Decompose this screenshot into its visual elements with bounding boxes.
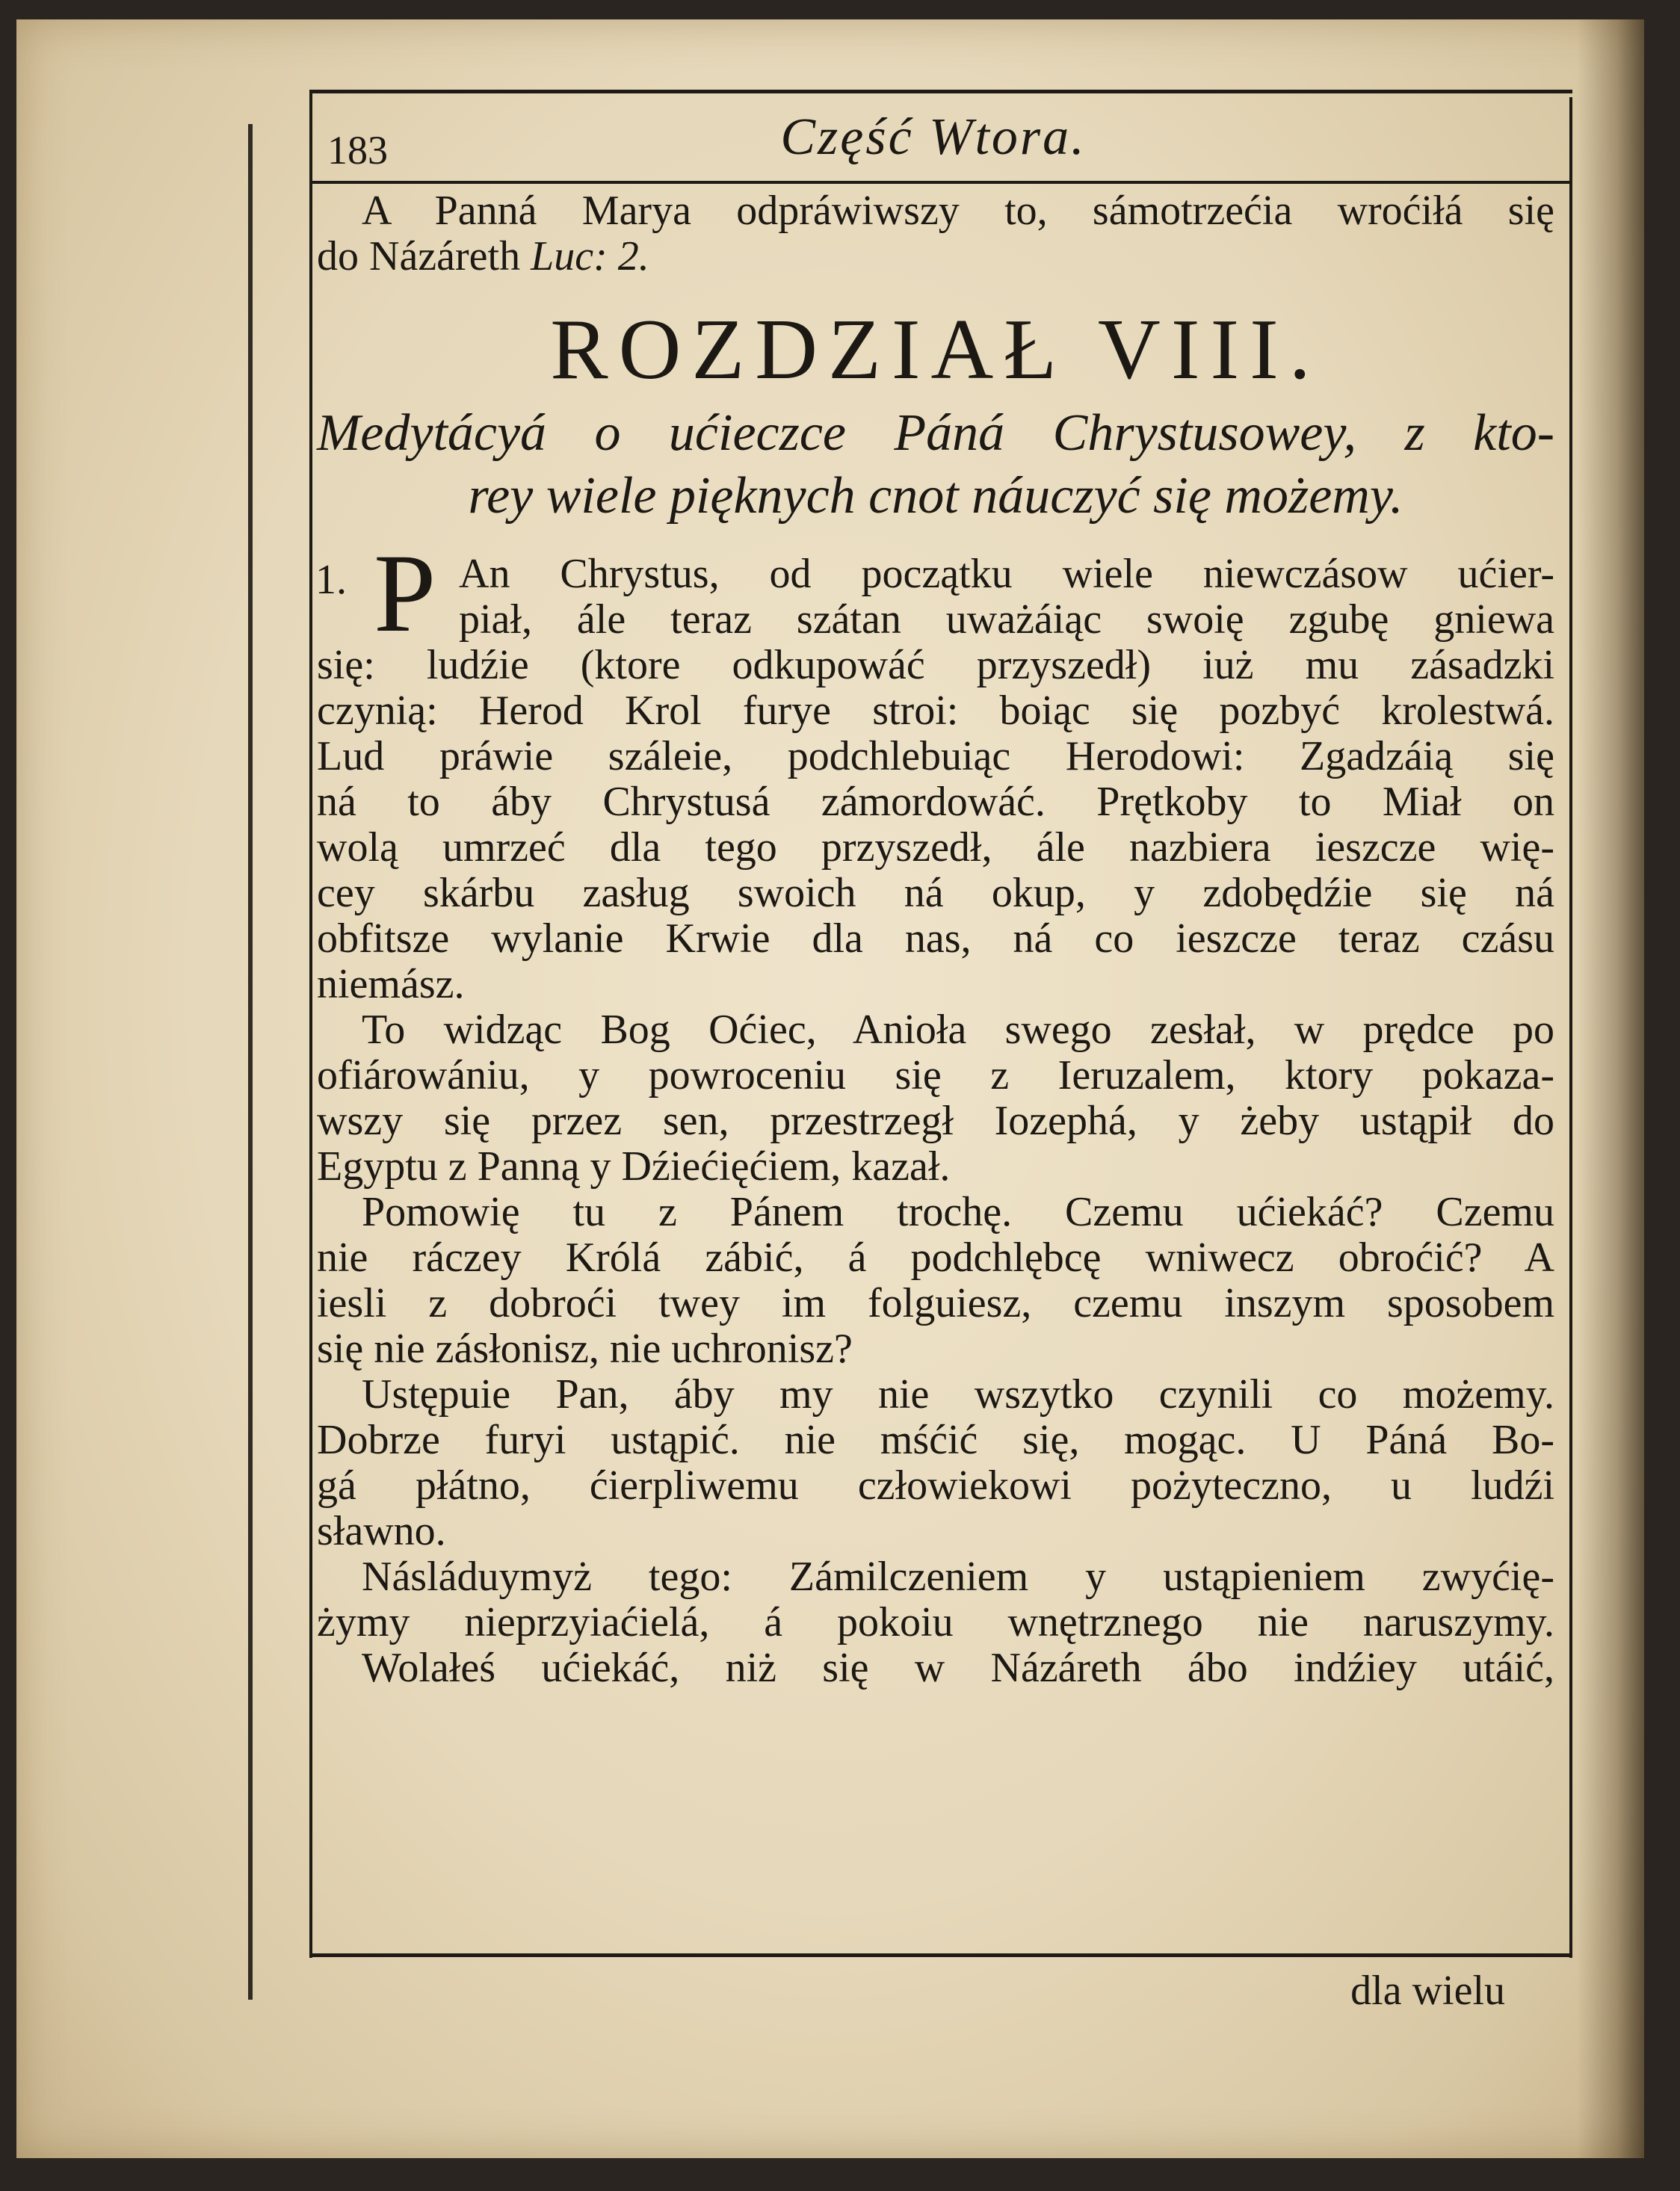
paragraph-5 <box>317 1556 1554 1693</box>
paragraph-line: ná to áby Chrystusá zámordowáć. Prętkoby to Miał on <box>317 779 1554 825</box>
paragraph-3 <box>317 1191 1554 1373</box>
paragraph-line: piał, ále teraz szátan uważáiąc swoię zgubę gniewa <box>459 596 1554 643</box>
paragraph-line: iesli z dobroći twey im folguiesz, czemu inszym sposobem <box>317 1280 1554 1326</box>
intro-line: A Panná Marya odpráwiwszy to, sámotrzećia wroćiłá się <box>362 188 1554 234</box>
paragraph-line: wolą umrzeć dla tego przyszedł, ále nazbiera ieszcze wię- <box>317 824 1554 871</box>
paragraph-line: To widząc Bog Oćiec, Anioła swego zesłał, w prędce po <box>362 1007 1554 1053</box>
text-frame <box>294 90 1572 2014</box>
catchword: dla wielu <box>1350 1968 1505 2014</box>
spine-shadow <box>1577 19 1644 2158</box>
paragraph-2 <box>317 1009 1554 1191</box>
frame-rule-header <box>309 181 1572 184</box>
chapter-title: ROZDZIAŁ VIII. <box>550 302 1321 398</box>
outer-margin-rule <box>248 124 253 2000</box>
book-page <box>16 19 1644 2158</box>
paragraph-number: 1. <box>315 557 347 603</box>
paragraph-line: Lud práwie száleie, podchlebuiąc Herodowi: Zgadzáią się <box>317 733 1554 779</box>
scripture-reference: Luc: 2. <box>531 233 649 279</box>
frame-rule-bottom <box>309 1953 1572 1957</box>
frame-rule-top <box>309 90 1572 93</box>
paragraph-line: obfitsze wylanie Krwie dla nas, ná co ieszcze teraz czásu <box>317 915 1554 962</box>
paragraph-line: czynią: Herod Krol furye stroi: boiąc się pozbyć krolestwá. <box>317 687 1554 734</box>
paragraph-line: An Chrystus, od początku wiele niewczásow ućier- <box>459 551 1554 597</box>
paragraph-line: ofiárowániu, y powroceniu się z Ieruzalem, ktory pokaza- <box>317 1052 1554 1098</box>
paragraph-line: cey skárbu zasług swoich ná okup, y zdobędźie się ná <box>317 870 1554 916</box>
paragraph-line: żymy nieprzyiaćielá, á pokoiu wnętrznego nie naruszymy. <box>317 1599 1554 1645</box>
paragraph-line: nie ráczey Królá zábić, á podchlębcę wniwecz obroćić? A <box>317 1234 1554 1281</box>
page-number: 183 <box>327 128 388 173</box>
running-head: Część Wtora. <box>780 108 1087 166</box>
paragraph-line: Ustępuie Pan, áby my nie wszytko czynili co możemy. <box>362 1371 1554 1418</box>
intro-line <box>317 235 1554 281</box>
paragraph-line: się nie zásłonisz, nie uchronisz? <box>317 1326 853 1372</box>
frame-rule-right <box>1569 97 1572 1958</box>
chapter-subtitle-line: rey wiele pięknych cnot náuczyć się możemy. <box>468 467 1403 525</box>
paragraph-line: wszy się przez sen, przestrzegł Iozephá, y żeby ustąpił do <box>317 1098 1554 1144</box>
paragraph-line: się: ludźie (ktore odkupowáć przyszedł) iuż mu zásadzki <box>317 642 1554 688</box>
paragraph-4 <box>317 1373 1554 1556</box>
paragraph-line: Násláduymyż tego: Zámilczeniem y ustąpieniem zwyćię- <box>362 1554 1554 1600</box>
paragraph-line: niemász. <box>317 961 465 1007</box>
paragraph-line: Egyptu z Panną y Dźiećięćiem, kazał. <box>317 1143 951 1190</box>
paragraph-line: sławno. <box>317 1508 446 1554</box>
paragraph-line: Dobrze furyi ustąpić. nie mśćić się, mogąc. U Páná Bo- <box>317 1417 1554 1463</box>
frame-rule-left <box>309 90 312 1958</box>
paragraph-line: Pomowię tu z Pánem trochę. Czemu ućiekáć? Czemu <box>362 1189 1554 1235</box>
chapter-subtitle-line: Medytácyá o ućieczce Páná Chrystusowey, z kto- <box>317 404 1554 462</box>
intro-text: do Názáreth <box>317 233 521 279</box>
paragraph-line: gá płátno, ćierpliwemu człowiekowi pożyteczno, u ludźi <box>317 1462 1554 1509</box>
drop-cap: P <box>374 531 436 655</box>
page-body <box>317 190 1554 1693</box>
paragraph-line: Wolałeś ućiekáć, niż się w Názáreth ábo indźiey utáić, <box>362 1645 1554 1691</box>
paragraph-1 <box>315 531 1554 1009</box>
